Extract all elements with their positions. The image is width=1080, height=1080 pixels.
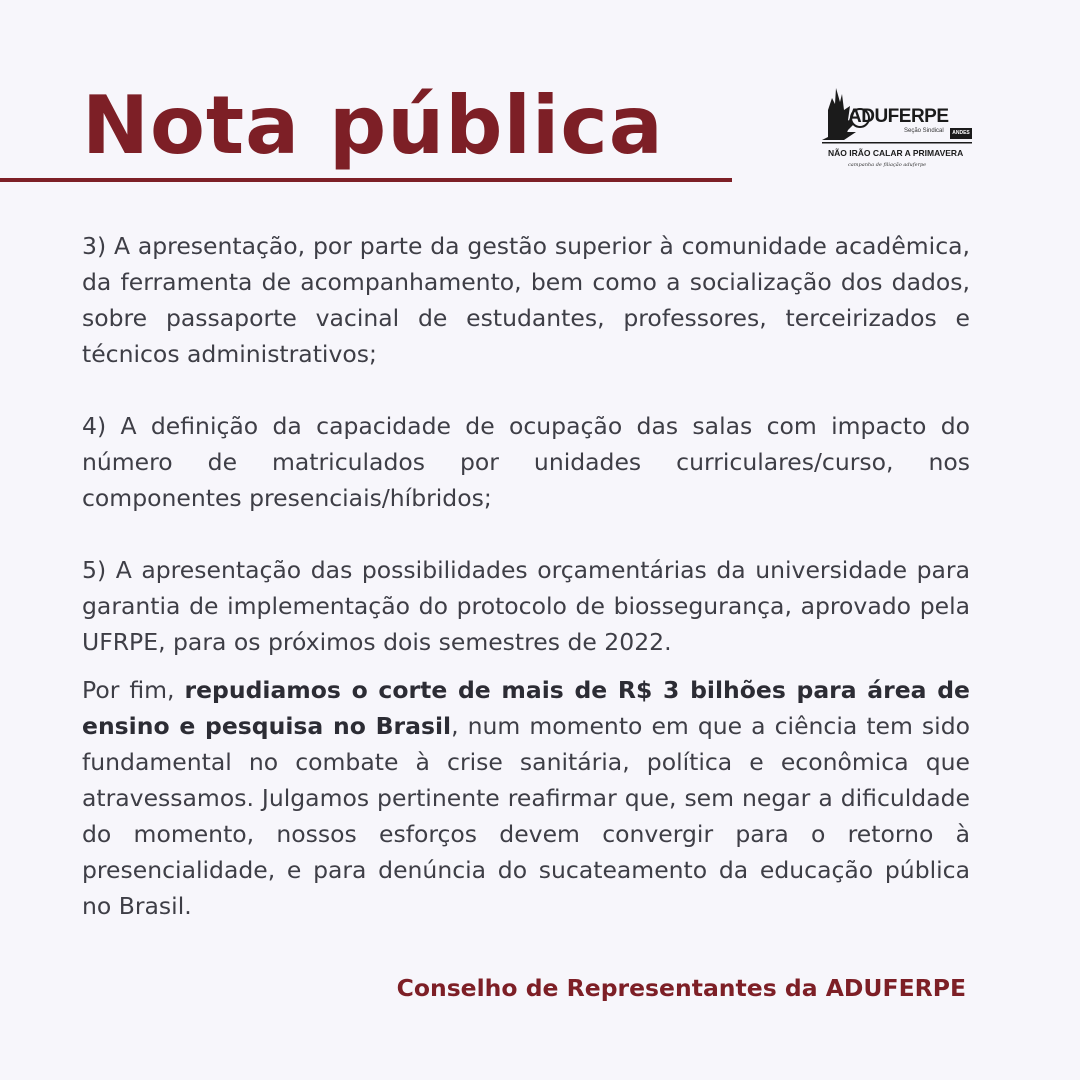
- note-body: [82, 228, 970, 924]
- paragraph-item-4: 4) A definição da capacidade de ocupação das salas com impacto do número de matriculados por unidades curriculares/curso, nos componentes presenciais/híbridos;: [82, 412, 970, 512]
- signature: Conselho de Representantes da ADUFERPE: [396, 974, 966, 1002]
- closing-emphasis: repudiamos o corte de mais de R$ 3 bilhões para área de ensino e pesquisa no Brasil: [82, 676, 970, 740]
- closing-paragraph: [82, 672, 970, 924]
- paragraph-item-3: 3) A apresentação, por parte da gestão superior à comunidade acadêmica, da ferramenta de acompanhamento, bem como a socialização dos dados, sobre passaporte vacinal de estudantes, professores, terceirizados e técnicos administrativos;: [82, 232, 970, 368]
- closing-suffix: , num momento em que a ciência tem sido fundamental no combate à crise sanitária, política e econômica que atravessamos. Julgamos pertinente reafirmar que, sem negar a dificuldade do momento, nossos esforços devem convergir para o retorno à presencialidade, e para denúncia do sucateamento da educação pública no Brasil.: [82, 712, 970, 920]
- paragraph-item-5: 5) A apresentação das possibilidades orçamentárias da universidade para garantia de implementação do protocolo de biossegurança, aprovado pela UFRPE, para os próximos dois semestres de 2022.: [82, 556, 970, 656]
- logo-campaign: campanha de filiação aduferpe: [848, 162, 927, 168]
- closing-prefix: Por fim,: [82, 676, 185, 704]
- logo-name: ADUFERPE: [848, 106, 949, 127]
- logo-slogan: NÃO IRÃO CALAR A PRIMAVERA: [828, 148, 964, 158]
- title-underline: [0, 178, 732, 182]
- logo-subtitle: Seção Sindical: [904, 128, 944, 134]
- aduferpe-logo: [814, 80, 974, 172]
- logo-badge: ANDES: [950, 128, 972, 139]
- page-title: Nota pública: [82, 79, 664, 172]
